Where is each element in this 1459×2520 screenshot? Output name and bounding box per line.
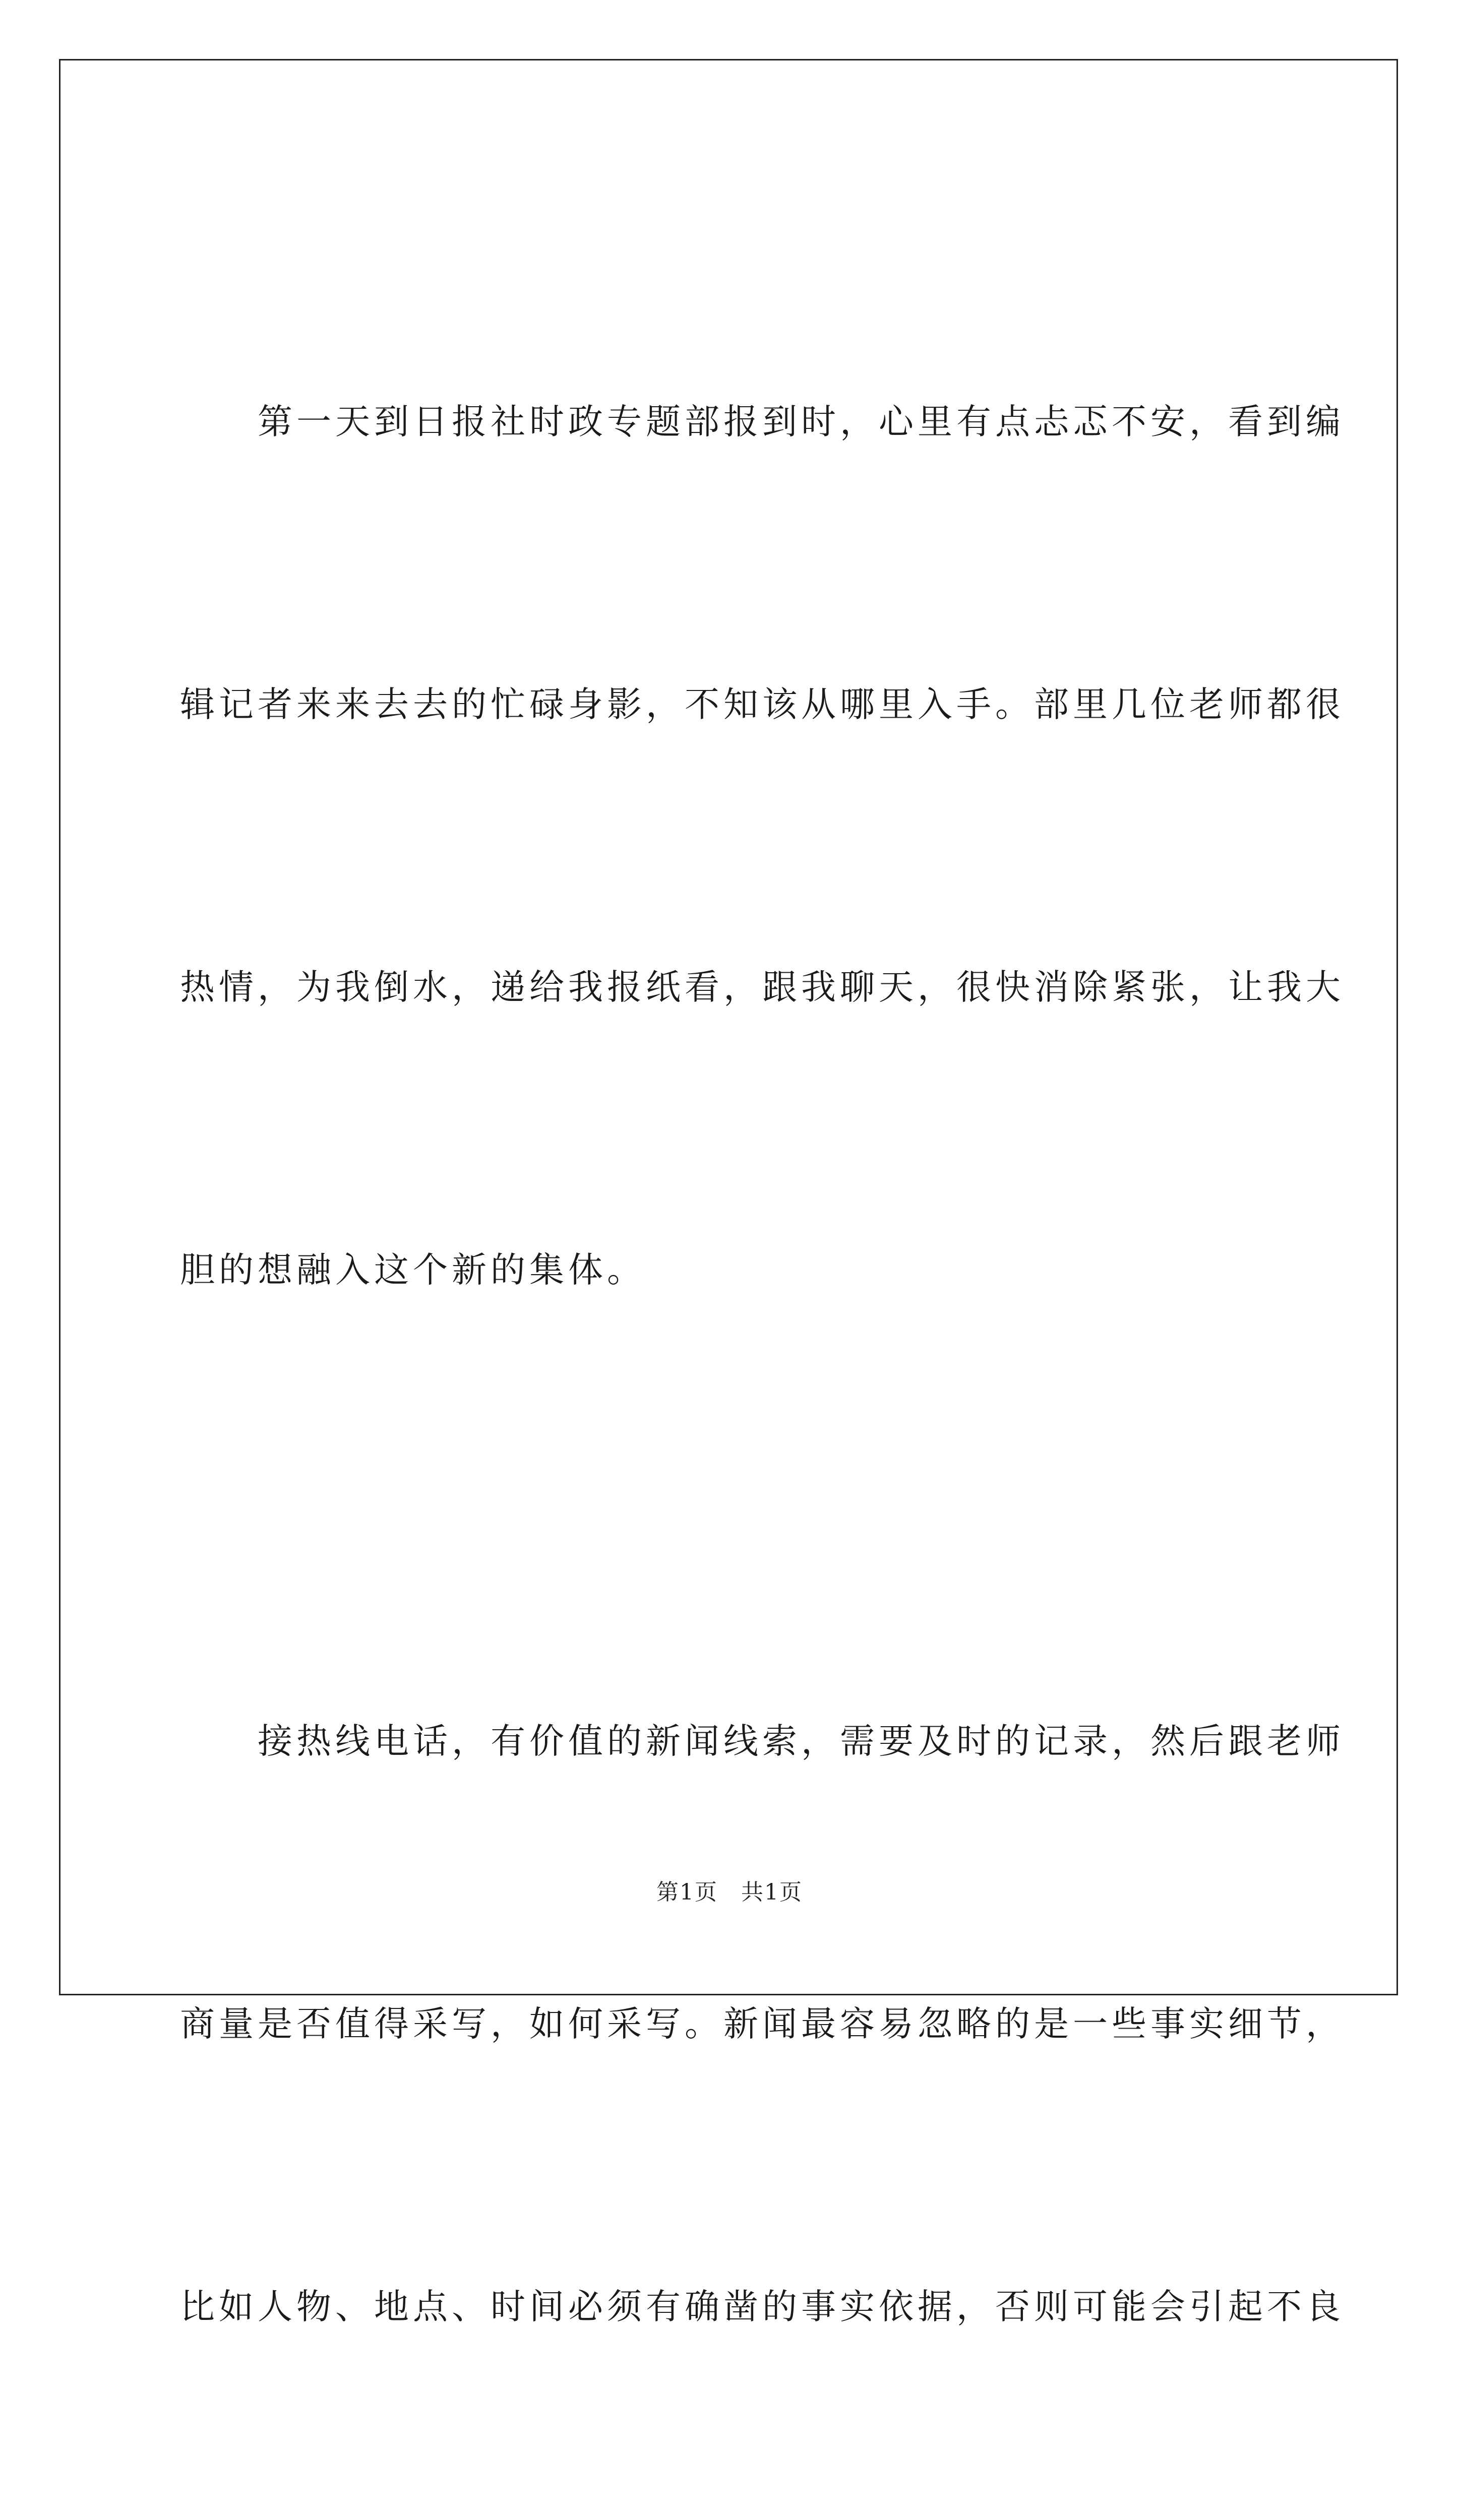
page-footer: 第1页 共1页 [656, 1879, 803, 1905]
paragraph-2 [180, 1506, 1345, 2520]
text-line: 热情，为我倒水，递给我报纸看，跟我聊天，很快消除紧张，让我大 [180, 967, 1345, 1007]
text-line: 第一天到日报社时政专题部报到时，心里有点忐忑不安，看到编 [258, 402, 1345, 442]
paragraph-1 [180, 186, 1345, 1506]
text-line: 接热线电话，有价值的新闻线索，需要及时的记录，然后跟老师 [258, 1721, 1345, 1761]
text-line: 辑记者来来去去的忙碌身影，不知该从哪里入手。部里几位老师都很 [180, 684, 1345, 725]
text-line: 胆的想融入这个新的集体。 [180, 1250, 646, 1290]
document-body [180, 186, 1345, 2520]
text-line: 比如人物、地点、时间必须有确凿的事实依据，否则可能会引起不良 [180, 2287, 1345, 2327]
text-line: 商量是否值得采写，如何采写。新闻最容易忽略的是一些事实细节， [180, 2004, 1345, 2044]
